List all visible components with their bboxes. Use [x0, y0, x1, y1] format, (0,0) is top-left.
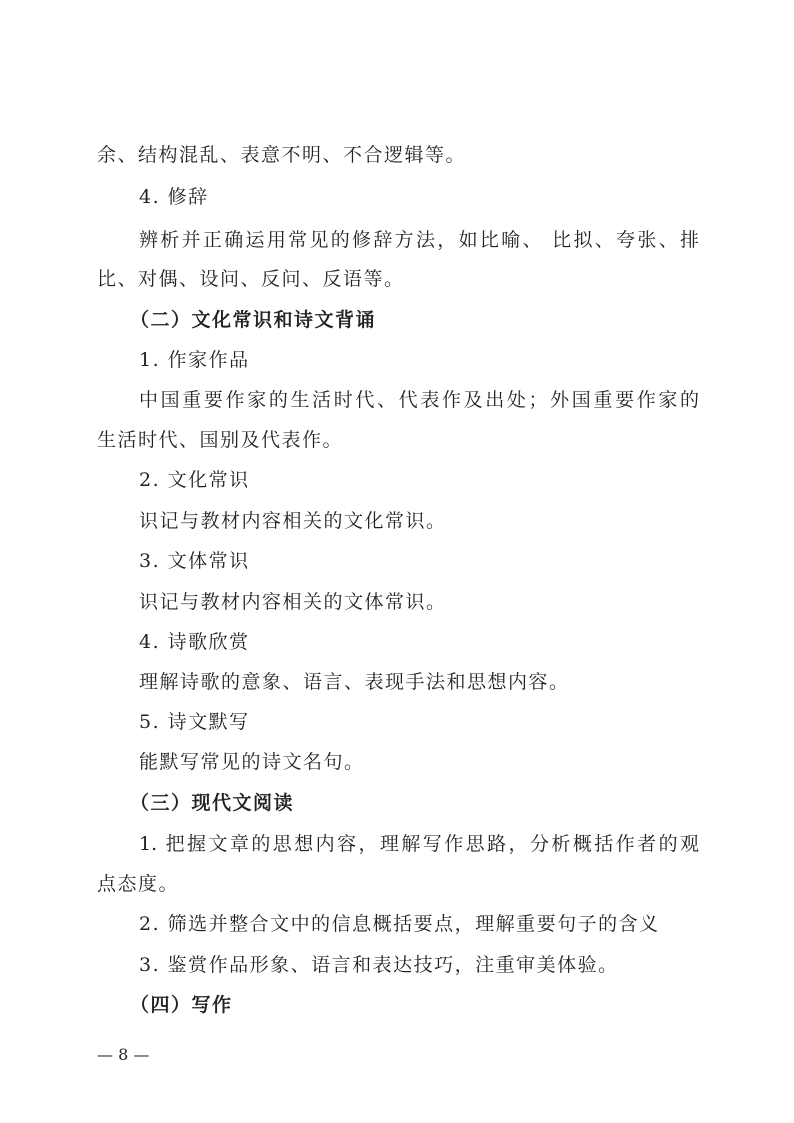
- text-line: 3. 鉴赏作品形象、语言和表达技巧，注重审美体验。: [139, 954, 619, 976]
- text-line: 识记与教材内容相关的文体常识。: [139, 591, 447, 613]
- section-title-recitation: 5. 诗文默写: [139, 711, 250, 733]
- page-number: — 8 —: [97, 1045, 150, 1064]
- text-line: 1. 把握文章的思想内容，理解写作思路，分析概括作者的观: [139, 833, 699, 855]
- section-title-authors-works: 1. 作家作品: [139, 349, 250, 371]
- text-line: 比、对偶、设问、反问、反语等。: [97, 268, 405, 290]
- text-line: 识记与教材内容相关的文化常识。: [139, 510, 447, 532]
- text-line: 理解诗歌的意象、语言、表现手法和思想内容。: [139, 671, 570, 693]
- text-line: 能默写常见的诗文名句。: [139, 751, 365, 773]
- text-line: 点态度。: [97, 873, 180, 895]
- text-line: 辨析并正确运用常见的修辞方法，如比喻、 比拟、夸张、排: [139, 229, 699, 251]
- heading-culture-poetry: （二）文化常识和诗文背诵: [130, 309, 377, 331]
- text-line: 余、结构混乱、表意不明、不合逻辑等。: [97, 144, 467, 166]
- text-line: 2. 筛选并整合文中的信息概括要点，理解重要句子的含义: [139, 913, 660, 935]
- text-line: 生活时代、国别及代表作。: [97, 429, 344, 451]
- heading-writing: （四）写作: [130, 994, 233, 1016]
- section-title-genre-knowledge: 3. 文体常识: [139, 550, 250, 572]
- heading-modern-reading: （三）现代文阅读: [130, 792, 295, 814]
- text-line: 中国重要作家的生活时代、代表作及出处；外国重要作家的: [139, 389, 699, 411]
- section-title-poetry-appreciation: 4. 诗歌欣赏: [139, 631, 250, 653]
- section-title-cultural-knowledge: 2. 文化常识: [139, 469, 250, 491]
- section-title-rhetoric: 4. 修辞: [139, 186, 209, 208]
